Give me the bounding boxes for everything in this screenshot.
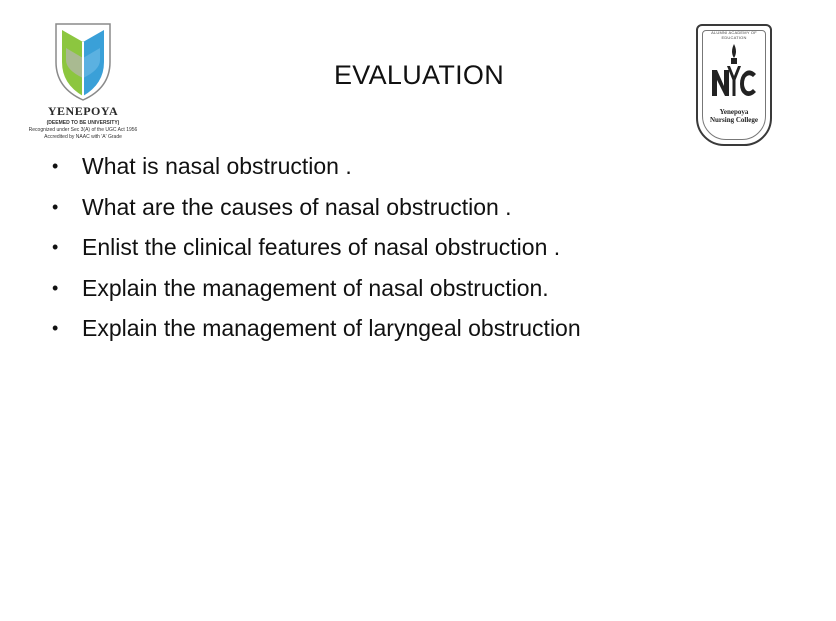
list-item-text: Explain the management of nasal obstruction.: [82, 274, 549, 301]
logo-left-line1: (DEEMED TO BE UNIVERSITY): [46, 120, 120, 126]
nursing-college-logo: [696, 24, 772, 146]
logo-right-top-text: ALUMNI ACADEMY OF EDUCATION: [711, 30, 757, 40]
bullet-dot: •: [52, 277, 59, 298]
yenepoya-university-logo: [22, 22, 144, 150]
university-shield-icon: [52, 22, 114, 102]
logo-left-line3: Accredited by NAAC with 'A' Grade: [44, 134, 122, 140]
list-item-text: What is nasal obstruction .: [82, 153, 352, 179]
logo-left-wordmark: YENEPOYA: [47, 104, 119, 118]
list-item-text: Explain the management of laryngeal obstruction: [82, 315, 581, 341]
bullet-dot: •: [52, 156, 59, 176]
nyc-emblem-icon: [710, 40, 758, 104]
list-item-text: What are the causes of nasal obstruction .: [82, 193, 512, 220]
logo-right-line1: Yenepoya: [719, 108, 749, 116]
logo-right-line2: Nursing College: [709, 116, 759, 124]
bullet-dot: •: [52, 237, 59, 257]
bullet-dot: •: [52, 196, 59, 217]
list-item-text: Enlist the clinical features of nasal obstruction .: [82, 234, 561, 260]
bullet-dot: •: [52, 318, 59, 338]
logo-left-line2: Recognized under Sec 3(A) of the UGC Act 1956: [28, 127, 138, 133]
slide-title: EVALUATION: [334, 60, 505, 90]
